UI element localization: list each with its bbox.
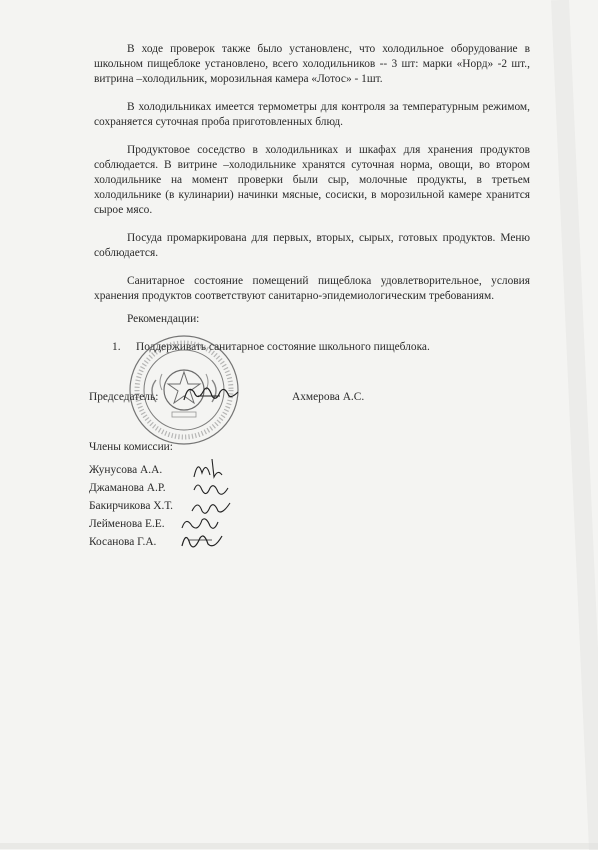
paragraph-text: Санитарное состояние помещений пищеблока удовлетворительное, условия хранения продуктов соответствуют санитарно-эпидемиологическим требованиям. [94,275,530,302]
paragraph-text: Продуктовое соседство в холодильниках и шкафах для хранения продуктов соблюдается. В витрине –холодильнике хранятся суточная норма, овощи, во втором холодильнике на момент проверки были сыр, молочные продукты, в третьем холодильнике (в кулинарии) начинки мясные, сосиски, в морозильной камере хранится сырое мясо. [94,144,530,216]
paragraph-text: В холодильниках имеется термометры для контроля за температурным режимом, сохраняется суточная проба приготовленных блюд. [94,101,530,128]
chair-signature [180,380,242,408]
paragraph-text: Посуда промаркирована для первых, вторых, сырых, готовых продуктов. Меню соблюдается. [94,232,530,259]
recommendation-number: 1. [112,341,121,353]
chair-label: Председатель: [89,391,159,403]
members-label: Члены комиссии: [89,441,173,453]
member-name: Джаманова А.Р. [89,482,166,494]
paragraph-sanitary [94,274,530,304]
member-name: Бакирчикова Х.Т. [89,500,173,512]
member-name: Косанова Г.А. [89,536,157,548]
paragraph-thermometers [94,100,530,130]
chair-name: Ахмерова А.С. [292,391,365,403]
member-name: Жунусова А.А. [89,464,163,476]
recommendation-text: Поддерживать санитарное состояние школьного пищеблока. [136,341,430,353]
paragraph-storage [94,143,530,218]
paragraph-equipment [94,42,530,87]
recommendations-label: Рекомендации: [127,313,200,325]
member-signature [178,528,226,554]
paragraph-text: В ходе проверок также было установленс, что холодильное оборудование в школьном пищеблоке установлено, всего холодильников -- 3 шт: марки «Норд» -2 шт., витрина –холодильник, морозильная камера «Лотос» - 1шт. [94,43,530,85]
paragraph-dishes [94,231,530,261]
recommendations-label-block [94,312,530,327]
member-name: Лейменова Е.Е. [89,518,165,530]
